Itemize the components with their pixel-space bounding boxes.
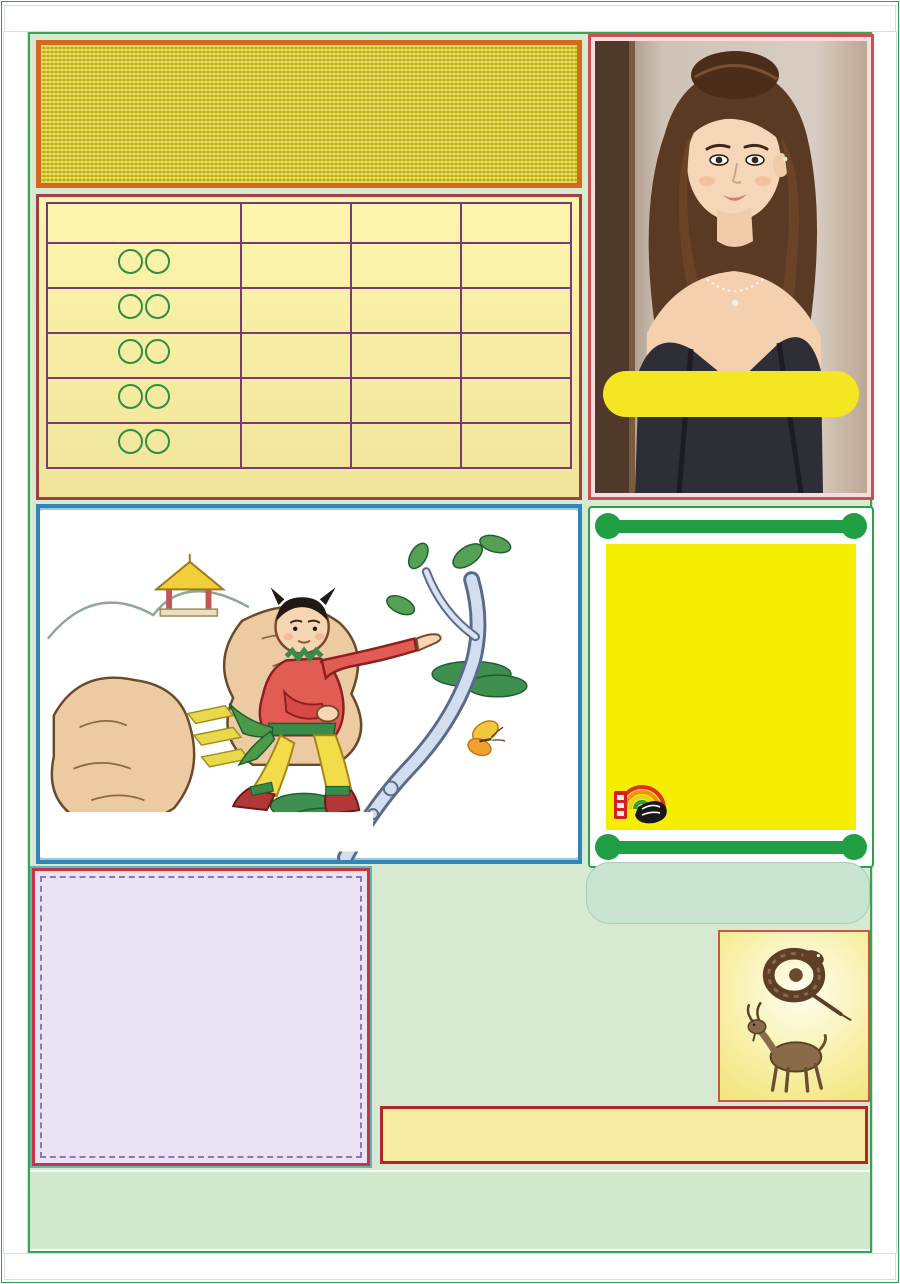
range-from-badge bbox=[118, 249, 143, 274]
strong-value bbox=[241, 243, 351, 288]
cover-photo bbox=[595, 41, 867, 493]
riddle-scroll-panel bbox=[588, 506, 874, 868]
gate-label bbox=[47, 288, 241, 333]
range-from-badge bbox=[118, 384, 143, 409]
weak-value bbox=[351, 288, 461, 333]
weak-value bbox=[351, 243, 461, 288]
snake-icon bbox=[769, 948, 851, 1020]
col-header-supply bbox=[461, 203, 571, 243]
range-to-badge bbox=[145, 429, 170, 454]
analysis-table bbox=[46, 202, 572, 469]
strong-value bbox=[241, 288, 351, 333]
range-from-badge bbox=[118, 429, 143, 454]
table-row bbox=[47, 423, 571, 468]
border-top-strip bbox=[4, 5, 896, 32]
scroll-rod-bottom bbox=[600, 841, 862, 854]
strong-value bbox=[241, 333, 351, 378]
illustration-panel bbox=[36, 504, 582, 864]
gate-label bbox=[47, 378, 241, 423]
gate-label bbox=[47, 423, 241, 468]
table-header-row bbox=[47, 203, 571, 243]
issue-number-badge bbox=[603, 371, 859, 417]
table-row bbox=[47, 288, 571, 333]
weak-value bbox=[351, 333, 461, 378]
zodiac-animals-image bbox=[720, 932, 868, 1100]
cover-photo-panel bbox=[588, 34, 874, 500]
zodiac-header bbox=[586, 862, 870, 924]
supply-value bbox=[461, 243, 571, 288]
col-header-strong bbox=[241, 203, 351, 243]
key-attack-body bbox=[113, 883, 353, 1155]
poem-grid bbox=[380, 939, 716, 1107]
range-to-badge bbox=[145, 294, 170, 319]
gate-label bbox=[47, 243, 241, 288]
table-row bbox=[47, 333, 571, 378]
supply-value bbox=[461, 378, 571, 423]
page-content bbox=[28, 32, 872, 1253]
table-row bbox=[47, 378, 571, 423]
border-bottom-strip bbox=[4, 1253, 896, 1280]
range-from-badge bbox=[118, 294, 143, 319]
zodiac-animals-box bbox=[718, 930, 870, 1102]
border-right-strip bbox=[872, 31, 897, 1254]
rainbow-hand-seal-icon bbox=[612, 771, 672, 825]
portrait-photo-image bbox=[595, 41, 867, 493]
range-to-badge bbox=[145, 339, 170, 364]
supply-value bbox=[461, 288, 571, 333]
money-hint-strip bbox=[380, 1106, 868, 1164]
boy-and-butterfly-illustration bbox=[40, 508, 578, 860]
col-header-gate bbox=[47, 203, 241, 243]
gate-label bbox=[47, 333, 241, 378]
col-header-weak bbox=[351, 203, 461, 243]
scroll-rod-top bbox=[600, 520, 862, 533]
scroll-paper bbox=[606, 544, 856, 830]
selected-numbers-row bbox=[30, 1170, 870, 1251]
table-row bbox=[47, 243, 571, 288]
range-to-badge bbox=[145, 384, 170, 409]
range-to-badge bbox=[145, 249, 170, 274]
supply-value bbox=[461, 333, 571, 378]
masthead-panel bbox=[36, 40, 582, 188]
weak-value bbox=[351, 423, 461, 468]
strong-value bbox=[241, 378, 351, 423]
analysis-table-panel bbox=[36, 194, 582, 500]
strong-value bbox=[241, 423, 351, 468]
supply-value bbox=[461, 423, 571, 468]
border-left-strip bbox=[3, 31, 28, 1254]
weak-value bbox=[351, 378, 461, 423]
range-from-badge bbox=[118, 339, 143, 364]
goat-icon bbox=[748, 1002, 826, 1091]
key-attack-panel bbox=[32, 868, 370, 1166]
